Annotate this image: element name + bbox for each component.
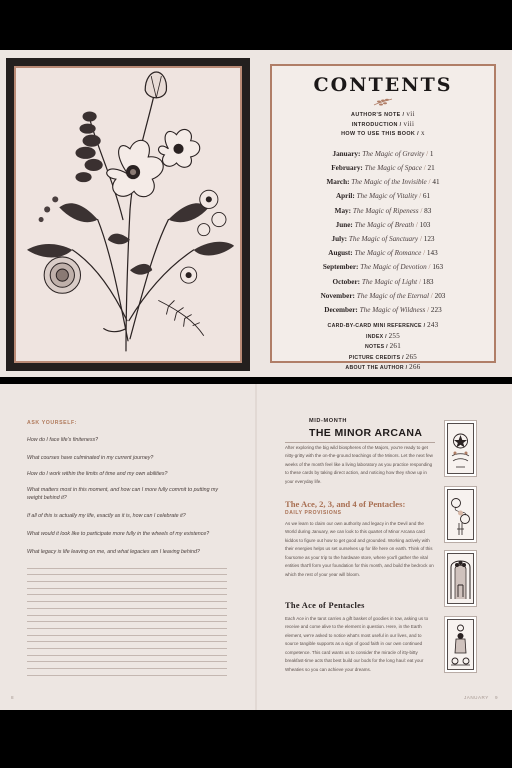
- toc-separator: /: [386, 344, 388, 351]
- ace-of-pentacles-heading: The Ace of Pentacles: [285, 601, 365, 610]
- toc-page-number: 183: [422, 277, 434, 286]
- toc-page-number: vii: [406, 110, 415, 118]
- toc-entry-label: NOTES: [364, 344, 385, 351]
- journal-question: How do I face life's finiteness?: [27, 437, 99, 443]
- chapter-subtitle: The Magic of Gravity: [362, 149, 425, 158]
- toc-separator: /: [423, 163, 426, 172]
- toc-entry-label: AUTHOR'S NOTE: [351, 112, 401, 118]
- toc-month-entry[interactable]: [272, 204, 494, 218]
- back-matter-list: [272, 321, 494, 374]
- toc-entry[interactable]: [272, 110, 494, 120]
- toc-page-number: 143: [426, 249, 438, 258]
- toc-entry[interactable]: [272, 120, 494, 130]
- toc-month-entry[interactable]: [272, 175, 494, 189]
- journal-question: What matters most in this moment, and how can I more fully commit to putting my weight behind it?: [27, 487, 219, 501]
- toc-separator: /: [418, 277, 421, 286]
- tarot-card-ace-of-pentacles[interactable]: [444, 420, 477, 477]
- botanical-illustration: [14, 66, 242, 363]
- toc-month-entry[interactable]: [272, 289, 494, 303]
- botanical-illustration-frame: [6, 58, 250, 371]
- chapter-subtitle: The Magic of the Eternal: [356, 291, 429, 300]
- toc-page-number: 243: [427, 321, 439, 330]
- month-name: January:: [332, 149, 361, 158]
- toc-entry[interactable]: [272, 129, 494, 139]
- toc-entry-label: HOW TO USE THIS BOOK: [341, 131, 416, 138]
- toc-entry-label: INTRODUCTION: [351, 121, 398, 128]
- toc-page-number: 261: [389, 342, 402, 351]
- chapter-subtitle: The Magic of Sanctuary: [348, 235, 419, 243]
- month-name: July:: [331, 235, 348, 243]
- toc-entry[interactable]: [272, 342, 494, 353]
- tarot-card-four-of-pentacles[interactable]: [444, 616, 477, 673]
- toc-month-entry[interactable]: [272, 218, 494, 232]
- toc-entry[interactable]: [272, 353, 494, 364]
- left-page-number: 8: [11, 695, 15, 700]
- toc-entry[interactable]: [272, 321, 494, 332]
- chapter-subtitle: The Magic of Breath: [354, 220, 415, 229]
- toc-separator: /: [427, 306, 430, 315]
- journal-question: What courses have culminated in my current journey?: [27, 455, 154, 461]
- toc-page-number: 163: [432, 263, 444, 272]
- month-name: November:: [320, 291, 355, 300]
- ace-of-pentacles-card-icon: [447, 423, 474, 474]
- toc-page-number: 1: [429, 149, 434, 158]
- section-body: As we learn to claim our own authority and legacy in the Devil and the World during January, we can look to this quartet of Minor Arcana card kiddos to figure out how to get good and grounded. Working actively with their energies helps us set ourselves up for life here on earth. Think of this foursome as your trip to the hardware store, where you'll gather the vital entities that'll form your foundation for this month, and build the bedrock on which the rest of your year will bloom.: [285, 521, 434, 577]
- title-divider: [285, 442, 435, 443]
- right-page: [257, 384, 512, 710]
- toc-page-number: 266: [409, 363, 421, 372]
- month-chapter-list: [272, 147, 494, 317]
- toc-entry-label: ABOUT THE AUTHOR: [345, 365, 404, 372]
- mid-month-kicker: MID-MONTH: [309, 418, 348, 424]
- section-heading: The Ace, 2, 3, and 4 of Pentacles:: [285, 499, 406, 509]
- toc-separator: /: [420, 206, 423, 215]
- toc-page-number: 83: [424, 206, 432, 215]
- month-name: June:: [335, 220, 353, 229]
- month-name: September:: [322, 263, 359, 272]
- chapter-subtitle: The Magic of Vitality: [356, 192, 418, 201]
- toc-separator: /: [415, 220, 418, 229]
- month-name: December:: [324, 306, 358, 315]
- section-subheading: DAILY PROVISIONS: [285, 510, 342, 516]
- month-name: March:: [326, 178, 350, 187]
- toc-entry-label: INDEX: [365, 333, 384, 340]
- laurel-sprig-icon: [372, 97, 394, 107]
- month-name: October:: [332, 277, 361, 286]
- two-of-pentacles-card-icon: [447, 489, 474, 540]
- chapter-subtitle: The Magic of Space: [364, 163, 422, 172]
- toc-separator: /: [430, 291, 433, 300]
- minor-arcana-spread: [0, 384, 512, 710]
- toc-entry[interactable]: [272, 363, 494, 374]
- toc-page-number: 203: [434, 291, 446, 300]
- toc-page-number: 223: [430, 306, 442, 315]
- toc-page-number: 103: [419, 220, 431, 229]
- journal-question: What legacy is life leaving on me, and what legacies am I leaving behind?: [27, 549, 200, 555]
- toc-separator: /: [419, 192, 422, 201]
- front-matter-list: [272, 110, 494, 139]
- toc-month-entry[interactable]: [272, 189, 494, 203]
- three-of-pentacles-card-icon: [447, 553, 474, 604]
- journal-question: If all of this is actually my life, exactly as it is, how can I celebrate it?: [27, 513, 186, 519]
- toc-separator: /: [402, 112, 405, 118]
- toc-separator: /: [428, 263, 431, 272]
- toc-separator: /: [419, 235, 422, 243]
- toc-month-entry[interactable]: [272, 246, 494, 260]
- toc-month-entry[interactable]: [272, 232, 494, 246]
- table-of-contents: [270, 64, 496, 372]
- toc-separator: /: [399, 121, 402, 128]
- chapter-subtitle: The Magic of Light: [361, 277, 418, 286]
- toc-separator: /: [423, 323, 426, 330]
- toc-page-number: 41: [432, 178, 440, 187]
- chapter-subtitle: The Magic of Ripeness: [352, 206, 419, 215]
- intro-paragraph: After exploring the big wild biospheres of the Majors, you're ready to get nitty-gritty with the on-the-ground teachings of the Minors. Let the next few weeks of the month feel like a living laboratory as you practice responding to these cards by taking direct action, and noticing how they show up in your everyday life.: [285, 445, 433, 484]
- flower-bouquet-icon: [16, 68, 240, 361]
- toc-page-number: 21: [427, 163, 435, 172]
- toc-page-number: 255: [388, 331, 400, 340]
- contents-spread: [0, 50, 512, 377]
- toc-month-entry[interactable]: [272, 303, 494, 317]
- toc-month-entry[interactable]: [272, 147, 494, 161]
- toc-page-number: 123: [423, 235, 435, 243]
- toc-separator: /: [402, 354, 404, 361]
- toc-entry-label: PICTURE CREDITS: [348, 354, 401, 361]
- toc-entry-label: CARD-BY-CARD MINI REFERENCE: [327, 323, 422, 330]
- toc-separator: /: [405, 365, 408, 372]
- journal-question: How do I work within the limits of time and my own abilities?: [27, 471, 168, 477]
- tarot-card-three-of-pentacles[interactable]: [444, 550, 477, 607]
- contents-title: CONTENTS: [313, 74, 453, 96]
- month-name: April:: [335, 192, 355, 201]
- left-page: [0, 384, 255, 710]
- four-of-pentacles-card-icon: [447, 619, 474, 670]
- minor-arcana-title: THE MINOR ARCANA: [309, 427, 423, 439]
- running-head: JANUARY: [464, 695, 489, 700]
- toc-separator: /: [417, 131, 420, 138]
- journal-writing-lines[interactable]: [27, 562, 227, 676]
- ask-yourself-heading: ASK YOURSELF:: [27, 420, 78, 426]
- toc-separator: /: [385, 333, 387, 340]
- month-name: May:: [334, 206, 352, 215]
- toc-separator: /: [423, 249, 426, 258]
- toc-separator: /: [428, 178, 431, 187]
- month-name: February:: [331, 163, 363, 172]
- toc-page-number: 265: [405, 352, 418, 361]
- toc-entry[interactable]: [272, 332, 494, 343]
- toc-page-number: viii: [403, 119, 415, 128]
- chapter-subtitle: The Magic of the Invisible: [351, 178, 427, 187]
- toc-separator: /: [426, 149, 429, 158]
- month-name: August:: [328, 249, 353, 258]
- chapter-subtitle: The Magic of Devotion: [360, 263, 427, 272]
- ace-of-pentacles-body: Each Ace in the tarot carries a gift basket of goodies in tow, asking us to receive and come alive to the element in question. Here, in the Earth element, we're asked to notice what's most useful in our lives, and to source tangible supports as a sign of good faith in our own continued competence. This card wants us to consider the miracle of itty-bitty breakfast-time acts that best build our bods for the long haul: eat your Wheaties so you can achieve your dreams.: [285, 616, 429, 672]
- toc-month-entry[interactable]: [272, 260, 494, 274]
- tarot-card-two-of-pentacles[interactable]: [444, 486, 477, 543]
- toc-page-number: x: [420, 129, 425, 138]
- toc-month-entry[interactable]: [272, 275, 494, 289]
- toc-page-number: 61: [422, 192, 431, 201]
- journal-question: What would it look like to participate more fully in the wheels of my existence?: [27, 531, 210, 537]
- chapter-subtitle: The Magic of Wildness: [359, 306, 426, 315]
- right-page-number: 9: [495, 695, 499, 700]
- toc-month-entry[interactable]: [272, 161, 494, 175]
- chapter-subtitle: The Magic of Romance: [354, 249, 422, 258]
